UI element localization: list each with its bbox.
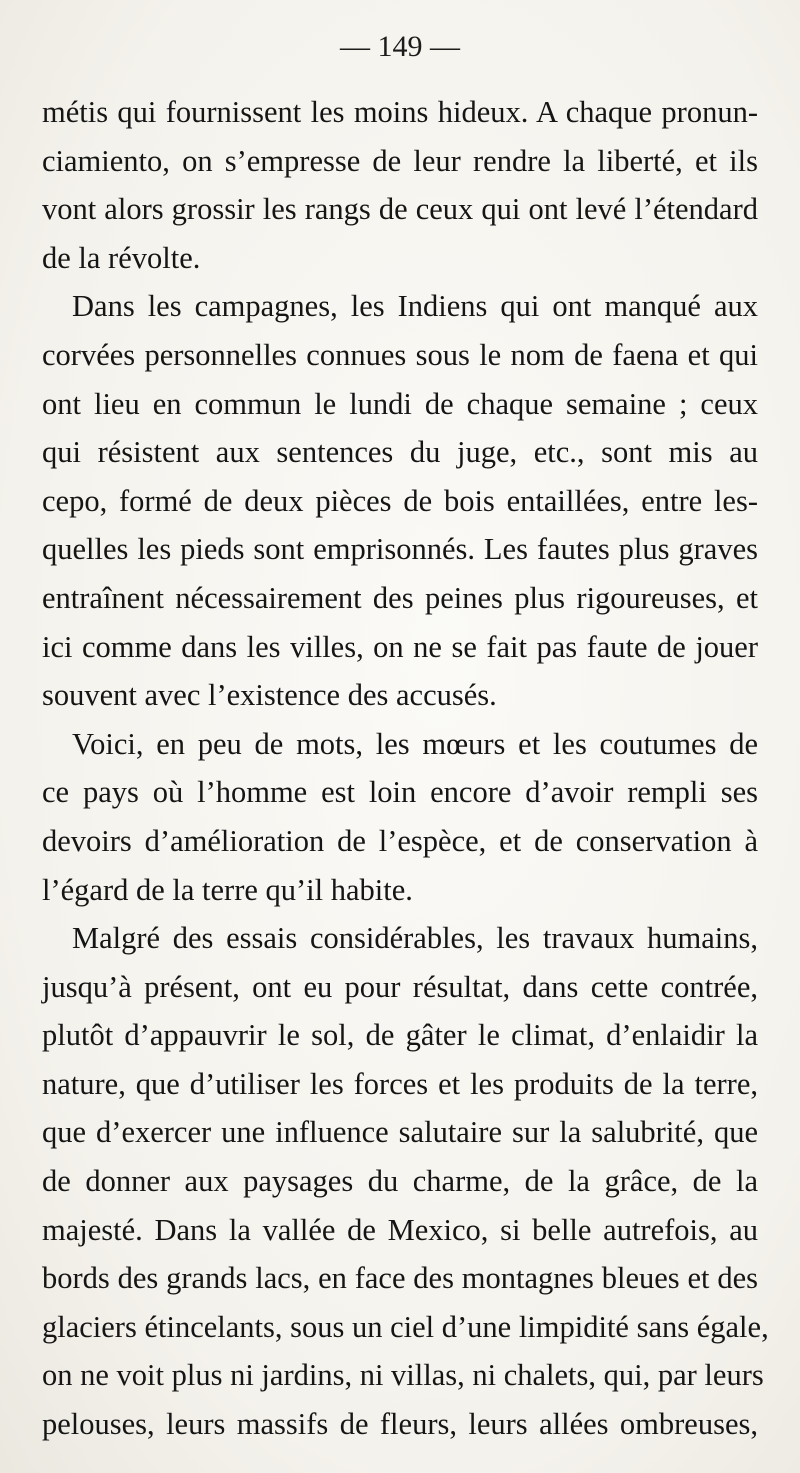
text-line: glaciers étincelants, sous un ciel d’une limpidité sans égale, xyxy=(42,1309,769,1344)
text-line: vont alors grossir les rangs de ceux qui ont levé l’étendard xyxy=(42,192,758,227)
text-line: cepo, formé de deux pièces de bois entaillées, entre les- xyxy=(42,483,758,518)
text-line: Malgré des essais considérables, les travaux humains, xyxy=(72,921,758,956)
text-line: de la révolte. xyxy=(42,240,201,275)
body-text xyxy=(42,88,769,1449)
text-line: ciamiento, on s’empresse de leur rendre la liberté, et ils xyxy=(42,143,758,178)
text-line: pelouses, leurs massifs de fleurs, leurs allées ombreuses, xyxy=(42,1407,758,1442)
text-line: qui résistent aux sentences du juge, etc., sont mis au xyxy=(42,435,758,470)
text-line: de donner aux paysages du charme, de la grâce, de la xyxy=(42,1164,758,1199)
text-line: corvées personnelles connues sous le nom de faena et qui xyxy=(42,337,758,372)
text-line: jusqu’à présent, ont eu pour résultat, dans cette contrée, xyxy=(42,969,758,1004)
text-line: bords des grands lacs, en face des montagnes bleues et des xyxy=(42,1261,758,1296)
text-line: métis qui fournissent les moins hideux. A chaque pronun- xyxy=(42,95,758,129)
text-line: Voici, en peu de mots, les mœurs et les coutumes de xyxy=(72,726,758,761)
text-line: entraînent nécessairement des peines plus rigoureuses, et xyxy=(42,580,758,615)
text-line: Dans les campagnes, les Indiens qui ont manqué aux xyxy=(72,289,758,324)
text-line: souvent avec l’existence des accusés. xyxy=(42,678,497,713)
page-number: — 149 — xyxy=(340,30,460,63)
text-line: que d’exercer une influence salutaire sur la salubrité, que xyxy=(42,1115,758,1150)
text-line: on ne voit plus ni jardins, ni villas, ni chalets, qui, par leurs xyxy=(42,1358,764,1393)
text-line: quelles les pieds sont emprisonnés. Les fautes plus graves xyxy=(42,532,758,567)
text-line: ont lieu en commun le lundi de chaque semaine ; ceux xyxy=(42,386,758,421)
text-line: ce pays où l’homme est loin encore d’avoir rempli ses xyxy=(42,775,758,810)
text-line: l’égard de la terre qu’il habite. xyxy=(42,872,413,907)
text-line: nature, que d’utiliser les forces et les produits de la terre, xyxy=(42,1066,758,1101)
text-line: ici comme dans les villes, on ne se fait pas faute de jouer xyxy=(42,629,758,664)
text-line: majesté. Dans la vallée de Mexico, si belle autrefois, au xyxy=(42,1212,758,1247)
text-line: devoirs d’amélioration de l’espèce, et de conservation à xyxy=(42,823,758,858)
text-line: plutôt d’appauvrir le sol, de gâter le climat, d’enlaidir la xyxy=(42,1018,758,1053)
